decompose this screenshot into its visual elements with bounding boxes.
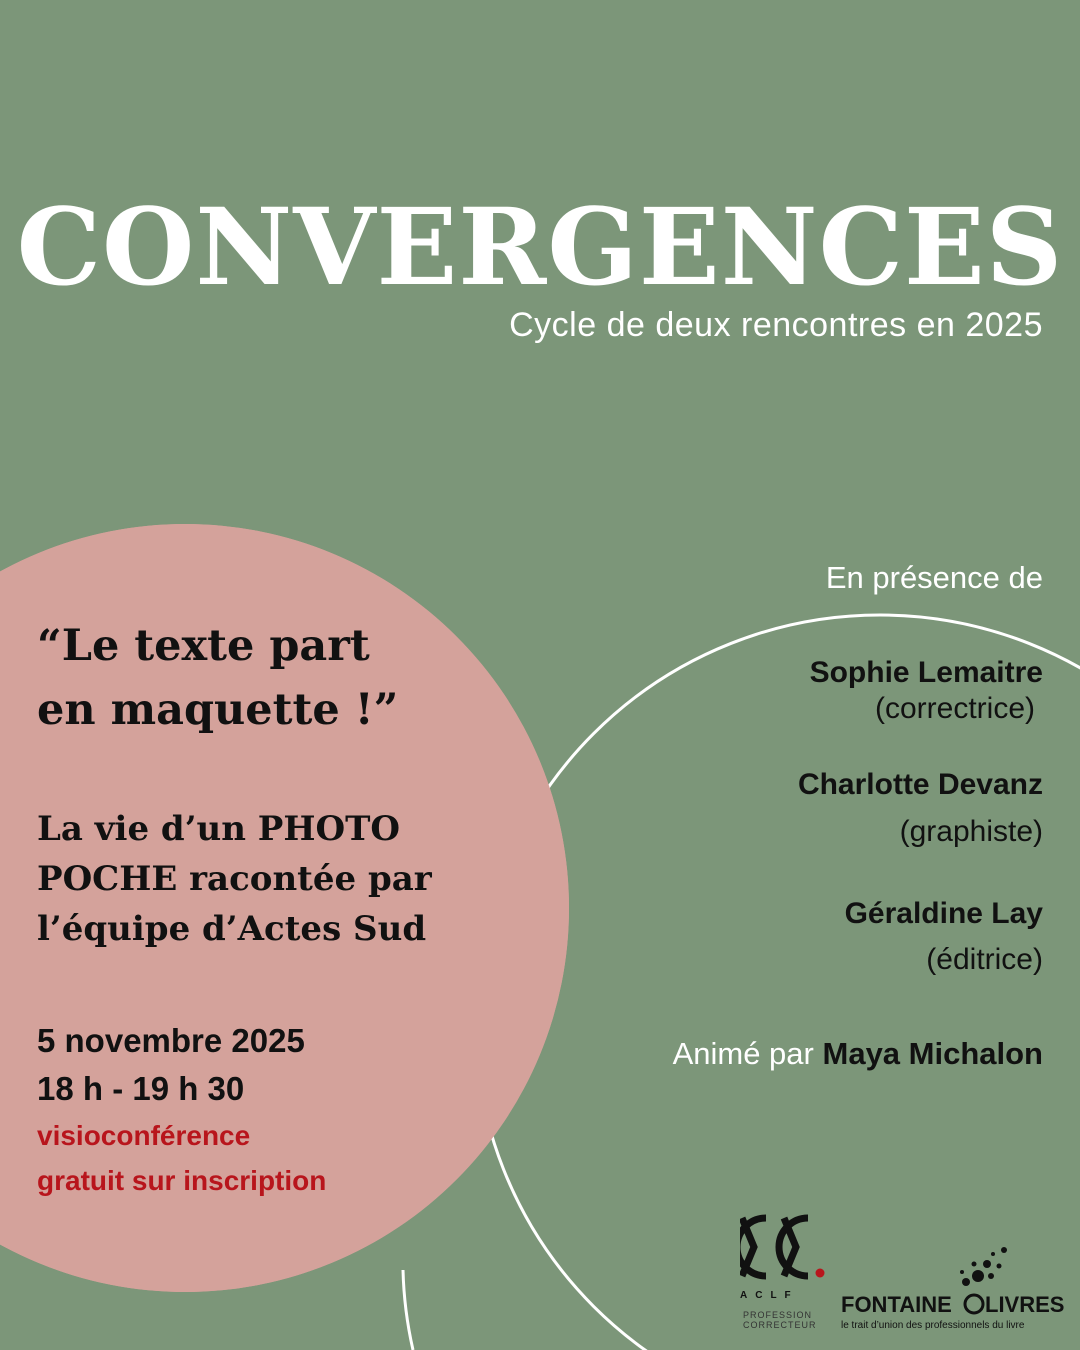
event-quote <box>37 614 517 742</box>
event-price: gratuit sur inscription <box>37 1165 327 1196</box>
speaker-name: Sophie Lemaitre <box>809 656 1043 689</box>
event-time: 18 h - 19 h 30 <box>37 1070 245 1107</box>
page-subtitle: Cycle de deux rencontres en 2025 <box>509 306 1043 344</box>
event-date: 5 novembre 2025 <box>37 1022 305 1059</box>
aclf-cc-logo-icon <box>740 1214 830 1284</box>
description-line: La vie d’un PHOTO <box>37 809 401 849</box>
speaker-name: Géraldine Lay <box>844 897 1043 930</box>
fontaine-tagline: le trait d’union des professionnels du livre <box>841 1320 1025 1331</box>
aclf-line: PROFESSION <box>743 1310 813 1320</box>
host-name: Maya Michalon <box>822 1036 1043 1071</box>
speaker-name: Charlotte Devanz <box>797 768 1043 801</box>
fontaine-word: FONTAINE <box>841 1292 952 1317</box>
fontaine-livres-logo <box>841 1244 1071 1334</box>
speaker-role: (graphiste) <box>899 815 1043 848</box>
quote-line: “Le texte part <box>37 621 370 671</box>
quote-line: en maquette !” <box>37 685 399 735</box>
speakers-intro: En présence de <box>825 560 1043 595</box>
event-description <box>37 804 537 954</box>
speaker-role: (correctrice) <box>874 692 1035 725</box>
aclf-subtitle <box>743 1310 823 1330</box>
page-title: CONVERGENCES <box>16 184 1064 309</box>
aclf-line: CORRECTEUR <box>743 1320 817 1330</box>
host-line <box>673 1036 1043 1072</box>
event-mode: visioconférence <box>37 1120 251 1151</box>
speaker-role: (éditrice) <box>926 943 1043 976</box>
aclf-letters: ACLF <box>740 1290 799 1301</box>
description-line: POCHE racontée par <box>37 859 432 899</box>
outline-lower-arc <box>403 1270 413 1350</box>
aclf-logo <box>740 1214 830 1334</box>
livres-word: LIVRES <box>985 1292 1065 1317</box>
host-intro: Animé par <box>672 1036 814 1071</box>
description-line: l’équipe d’Actes Sud <box>37 909 427 949</box>
